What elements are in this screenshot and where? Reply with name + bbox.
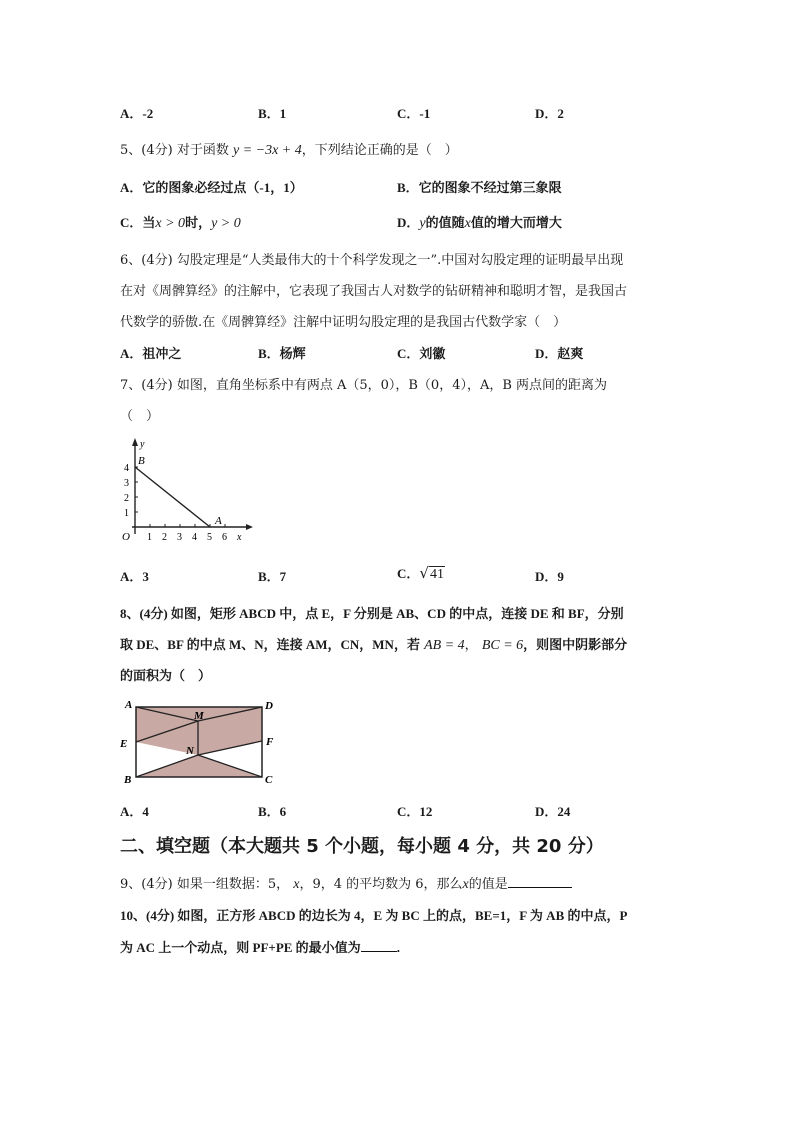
- q9-before: 9、(4分) 如果一组数据：5，: [120, 877, 290, 892]
- q5-option-c-prefix: C．当: [120, 215, 156, 230]
- q8-label-b: B: [124, 774, 132, 786]
- q8-option-a: A．4: [120, 804, 149, 819]
- q6-line-2: 在对《周髀算经》的注解中，它表现了我国古人对数学的钻研精神和聪明才智，是我国古: [120, 284, 628, 299]
- sqrt-symbol: √: [419, 564, 429, 582]
- q5-stem: [120, 139, 458, 159]
- q6-options: [120, 343, 720, 361]
- q5-stem-after: ，下列结论正确的是（ ）: [301, 143, 458, 158]
- q10-line-2: [120, 937, 400, 956]
- q9-line: [120, 873, 572, 893]
- q8-label-a: A: [125, 699, 133, 711]
- q7-option-c-radicand: 41: [429, 567, 444, 582]
- q7-y-axis-label: y: [140, 439, 145, 450]
- q10-line-2-end: .: [396, 940, 400, 955]
- q6-option-d: D．赵爽: [535, 346, 584, 361]
- q8-label-c: C: [265, 774, 273, 786]
- q10-answer-blank[interactable]: [361, 938, 397, 952]
- q7-x-axis-arrow: [246, 524, 253, 530]
- q8-cond-ab: AB = 4: [424, 638, 465, 653]
- q7-point-b-label: B: [138, 455, 145, 467]
- q8-option-d: D．24: [535, 804, 571, 819]
- q7-y-tick-label: 4: [124, 463, 129, 474]
- q4-option-b: B．1: [258, 106, 287, 121]
- q7-option-a: A．3: [120, 569, 149, 584]
- q7-option-b: B．7: [258, 569, 287, 584]
- q7-y-tick-label: 2: [124, 493, 129, 504]
- q9-answer-blank[interactable]: [508, 874, 572, 888]
- q9-var-x: x: [293, 877, 300, 892]
- q6-line-3: 代数学的骄傲.在《周髀算经》注解中证明勾股定理的是我国古代数学家（ ）: [120, 315, 567, 330]
- q5-option-c: [120, 212, 241, 232]
- q7-y-tick-label: 3: [124, 478, 129, 489]
- q6-option-c: C．刘徽: [397, 346, 446, 361]
- q5-option-d: [397, 212, 562, 232]
- q5-option-c-mid: 时，: [185, 215, 212, 230]
- q7-line-2: （ ）: [120, 409, 160, 424]
- section-2-heading: 二、填空题（本大题共 5 个小题，每小题 4 分，共 20 分）: [120, 836, 604, 857]
- q5-stem-before: 对于函数: [176, 143, 229, 158]
- q7-x-tick-label: 2: [162, 532, 167, 543]
- q6-option-b: B．杨辉: [258, 346, 306, 361]
- q9-after: 的值是: [468, 877, 508, 892]
- q5-option-d-mid: 的值随: [425, 215, 465, 230]
- q7-point-a-label: A: [215, 515, 222, 527]
- q8-label-e: E: [120, 738, 128, 750]
- q7-x-tick-label: 4: [192, 532, 197, 543]
- q7-y-tick-label: 1: [124, 508, 129, 519]
- q8-options: [120, 801, 720, 819]
- q4-option-d: D．2: [535, 106, 564, 121]
- q8-label-d: D: [265, 700, 273, 712]
- q5-option-d-prefix: D．: [397, 215, 420, 230]
- q10-line-2-text: 为 AC 上一个动点，则 PF+PE 的最小值为: [120, 940, 361, 955]
- q8-line-3: 的面积为（ ）: [120, 668, 212, 683]
- q7-segment-ab: [135, 467, 210, 527]
- q4-options: [120, 103, 720, 121]
- q5-option-d-suffix: 值的增大而增大: [470, 215, 562, 230]
- q7-option-c-prefix: C．: [397, 566, 420, 581]
- q8-rectangle-figure: [116, 697, 282, 787]
- q5-option-c-cond1: x > 0: [155, 216, 186, 231]
- q8-line-2: [120, 634, 627, 654]
- q5-option-b: B．它的图象不经过第三象限: [397, 180, 562, 195]
- q10-line-1: 10、(4分) 如图，正方形 ABCD 的边长为 4，E 为 BC 上的点，BE=1，F 为 AB 的中点，P: [120, 908, 628, 923]
- q4-option-a: A．-2: [120, 106, 154, 121]
- q7-x-tick-label: 1: [147, 532, 152, 543]
- q8-line-2-after: ，则图中阴影部分: [523, 637, 628, 652]
- q6-option-a: A．祖冲之: [120, 346, 182, 361]
- q8-line-1: 8、(4分) 如图，矩形 ABCD 中，点 E，F 分别是 AB、CD 的中点，连接 DE 和 BF，分别: [120, 606, 624, 621]
- q5-option-d-var-y: y: [419, 216, 426, 231]
- q5-option-d-var-x: x: [464, 216, 471, 231]
- q7-option-c: [397, 563, 445, 583]
- q7-x-axis-label: x: [237, 532, 242, 543]
- q4-option-c: C．-1: [397, 106, 431, 121]
- q8-shaded-region-bottom: [136, 755, 262, 777]
- q5-function: y = −3x + 4: [232, 143, 302, 158]
- q8-option-b: B．6: [258, 804, 287, 819]
- q8-sep: ，: [464, 638, 478, 653]
- q7-x-tick-label: 6: [222, 532, 227, 543]
- q7-x-tick-label: 5: [207, 532, 212, 543]
- q9-middle: ，9，4 的平均数为 6，那么: [299, 877, 463, 892]
- q7-line-1: 7、(4分) 如图，直角坐标系中有两点 A（5，0），B（0，4），A，B 两点间的距离为: [120, 378, 608, 393]
- q8-option-c: C．12: [397, 804, 433, 819]
- q7-options: [120, 566, 720, 584]
- q8-label-m: M: [194, 710, 204, 722]
- q8-line-2-before: 取 DE、BF 的中点 M、N，连接 AM，CN，MN，若: [120, 637, 420, 652]
- q9-var-x-2: x: [462, 877, 469, 892]
- q5-option-c-cond2: y > 0: [211, 216, 241, 231]
- q8-cond-bc: BC = 6: [481, 638, 524, 653]
- q8-label-n: N: [186, 745, 194, 757]
- q6-line-1: 6、(4分) 勾股定理是“人类最伟大的十个科学发现之一”.中国对勾股定理的证明最早出现: [120, 253, 624, 268]
- q7-x-tick-label: 3: [177, 532, 182, 543]
- q5-number: 5、(4分): [120, 143, 173, 158]
- q5-option-a: A．它的图象必经过点（-1，1）: [120, 180, 303, 195]
- q7-y-axis-arrow: [132, 438, 138, 446]
- q8-label-f: F: [266, 736, 274, 748]
- q7-option-d: D．9: [535, 569, 564, 584]
- q7-origin-label: O: [122, 531, 130, 543]
- q7-coordinate-figure: [116, 436, 256, 548]
